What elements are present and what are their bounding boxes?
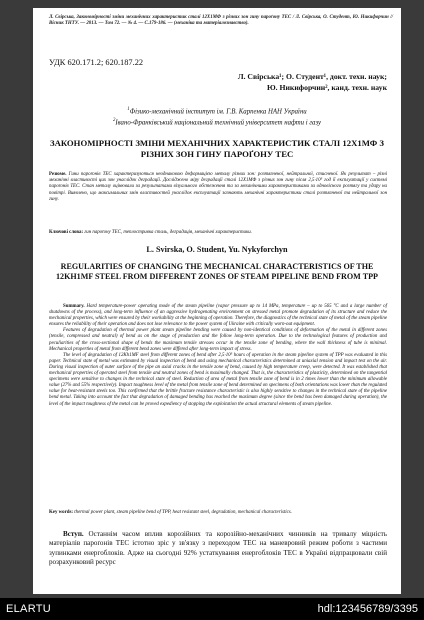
keywords-uk-label: Ключові слова: [49, 230, 84, 235]
authors-uk-line2: Ю. Никифорчин², канд. техн. наук [267, 82, 387, 92]
authors-ukrainian [238, 72, 387, 93]
affiliation-1-text: Фізико-механічний інститут ім. Г.В. Карпенка НАН України [129, 108, 307, 116]
udk-code: УДК 620.171.2; 620.187.22 [49, 58, 144, 67]
authors-uk-line1: Л. Свірська¹; О. Студент¹, докт. техн. наук; [237, 72, 387, 81]
title-english: REGULARITIES OF CHANGING THE MECHANICAL CHARACTERISTICS OF THE 12KH1MF STEEL FROM DIFFERENT ZONES OF STEAM PIPELINE BEND FROM TPP [56, 262, 378, 281]
abstract-en-label: Summary. [63, 304, 85, 309]
abstract-ukrainian [49, 172, 387, 203]
abstract-en-paragraph-3: The level of degradation of 12Kh1MF steel from different zones of bend after 2,5·10⁵ hours of operation in the steam pipeline system of TPP was evaluated in this paper. Technical state of metal was estimated by visual inspection of bend and using mechanical characteristics determined at uniaxial tension and impact test on the air. During visual inspection of outer surface of the pipe an axial cracks in the tensile zone of bend, caused by high temperature creep, were detected. It was established that mechanical properties of operated steel from tensile and neutral zones of bend is maximally changed. That is, the characteristics of plasticity, determined on the tangential specimens were sensitive to changes in the technical state of steel. Reduction of area of metal from tensile zone of bend is in 2 times lower than the minimum allowable value (27% and 55% respectively). Impact toughness level of the metal from tensile zone of bend determined on specimens of both orientations was lower than the regulated value for heat-resistant steels too. This confirmed that the brittle fracture resistance characteristic is also highly sensitive to changes in the technical state of the pipeline bend metal. Taking into account the fact that degradation of damaged bending has reached the maximum degree (since the bend has been damaged during operation), the level of the impact toughness of the metal can be proved expediency of stopping the exploitation the actual structural elements of steam pipeline. [49, 352, 387, 407]
abstract-en-paragraph-2: Features of degradation of thermal power plant steam pipeline bending were caused by non-identical conditions of deformation of the metal in different zones (tensile, compressed and neutral) of bend as on the stage of production and the follow long-term operation. Due to the technological features of production and peculiarities of the cross-sectional shape of bends the maximum tensile stresses occur in the tensile zone of bending, where the wall thickness of tube is minimal. Mechanical properties of metal from different bend zones were differed after long-term impact of stress. [49, 328, 387, 352]
abstract-en-p1: Hard temperature-power operating mode of the steam pipeline (vapor pressure up to 14 MPa, temperature – up to 565 °C and a large number of shutdowns of the process), and long-term influence of an aggressive hydrogenating environment on stressed metal promote degradation of its structure and reduce the mechanical properties, which were ensured by their workability at the beginning of operation. Therefore, the diagnostics of the technical state of metal of the steam pipeline ensures the reliability of their operation and does not lose relevance to the power system of Ukraine with critically worn-out equipment. [49, 304, 387, 328]
affiliation-1-number: 1 [127, 107, 130, 112]
keywords-en-text: thermal power plant, steam pipeline bend of TPP, heat resistant steel, degradation, mechanical characteristics. [74, 510, 292, 515]
repository-name: ELARTU [6, 603, 51, 615]
abstract-english [49, 304, 387, 408]
paper-page [33, 8, 401, 594]
introduction [49, 530, 387, 567]
keywords-english [49, 510, 387, 516]
abstract-uk-text: Гини пароґонів ТЕС характеризуються неоднаковою деформацією металу різних зон: розтягненої, нейтральної, стисненої. Як результат – різні механічні властивості цих зон унаслідок деградації. Досліджено міру деградації сталі 12Х1МФ з різних зон гину після 2,5·10⁵ год її експлуатації у системі пароґонів ТЕС. Стан металу оцінювали за результатами візуального обстеження та за механічними характеристиками за одновісного розтягу та удару на повітрі. Виявлено, що максимальних змін властивостей унаслідок експлуатації зазнають механічні характеристики сталі розтягненої та нейтральної зон гину. [49, 172, 387, 202]
title-ukrainian: ЗАКОНОМІРНОСТІ ЗМІНИ МЕХАНІЧНИХ ХАРАКТЕРИСТИК СТАЛІ 12Х1МФ З РІЗНИХ ЗОН ГИНУ ПАРОҐОНУ ТЕС [49, 138, 385, 159]
keywords-ukrainian [49, 230, 387, 236]
viewer-footer-bar [0, 598, 424, 620]
keywords-en-label: Key words: [49, 510, 74, 515]
abstract-en-paragraph-1 [49, 304, 387, 328]
abstract-uk-label: Резюме. [49, 172, 67, 177]
affiliation-1 [33, 106, 401, 117]
intro-text: Останнім часом вплив корозійних та корозійно-механічних чинників на тривалу міцність матеріалів пароґонів ТЕС істотно зріс у зв'язку з переходом ТЕС на маневровий режим роботи з частими зупинками енергоблоків. Адже на сьогодні 92% устаткування енергоблоків ТЕС в Україні відпрацювали свій розрахунковий ресурс [49, 530, 387, 566]
keywords-uk-text: гин пароґону ТЕС, теплостривка сталь, деградація, механічні характеристики. [84, 230, 252, 235]
handle-identifier[interactable]: hdl:123456789/3395 [317, 603, 418, 615]
citation-header: Л. Свірська, Закономірності зміни механічних характеристик сталі 12Х1МФ з різних зон гину пароґону ТЕС / Л. Свірська, О. Студент, Ю. Никифорчин // Вісник ТНТУ. — 2013. — Том 72. — № 4. — С.179-186. — (механіка та матеріалознавство). [49, 15, 393, 27]
affiliation-2 [33, 117, 401, 128]
intro-label: Вступ. [63, 530, 84, 538]
authors-english: L. Svirska, O. Student, Yu. Nykyforchyn [146, 245, 288, 254]
affiliation-2-number: 2 [112, 117, 116, 123]
affiliation-2-text: Івано-Франківський національний технічний університет нафти і газу [115, 119, 321, 127]
affiliations [33, 106, 401, 128]
